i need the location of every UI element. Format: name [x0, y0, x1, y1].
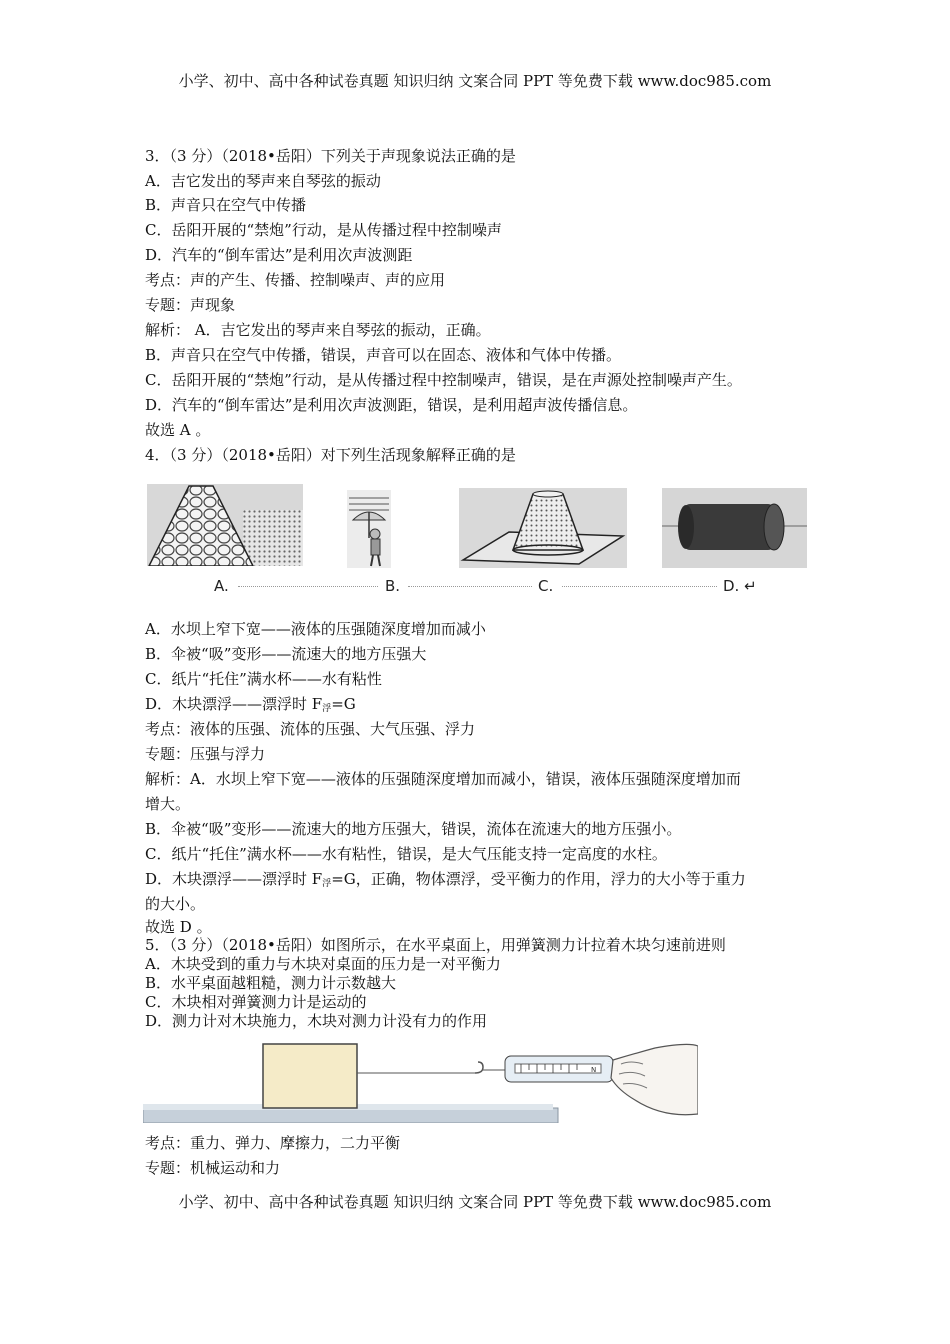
q3-option-a: A．吉它发出的琴声来自琴弦的振动 — [145, 172, 381, 190]
figure-label-a: A. — [214, 577, 229, 595]
dam-figure — [147, 484, 303, 566]
q4-zhuanti: 专题：压强与浮力 — [145, 745, 266, 763]
q5-option-c: C．木块相对弹簧测力计是运动的 — [145, 993, 367, 1011]
gauge-unit-label: N — [591, 1066, 597, 1074]
q4-analysis-d-line1 — [145, 869, 746, 894]
figure-label-c: C. — [538, 577, 554, 595]
q3-option-b: B．声音只在空气中传播 — [145, 196, 307, 214]
q5-option-b: B．水平桌面越粗糙，测力计示数越大 — [145, 974, 397, 992]
wood-block-figure — [662, 488, 807, 568]
figure-separator — [238, 586, 378, 587]
figure-separator — [408, 586, 532, 587]
q5-zhuanti: 专题：机械运动和力 — [145, 1159, 281, 1177]
q4-option-b: B．伞被“吸”变形——流速大的地方压强大 — [145, 645, 427, 663]
q4-analysis-d-line2: 的大小。 — [145, 895, 206, 913]
umbrella-figure — [347, 490, 391, 568]
q3-analysis-a: 解析： A．吉它发出的琴声来自琴弦的振动，正确。 — [145, 321, 491, 339]
q3-analysis-c: C．岳阳开展的“禁炮”行动，是从传播过程中控制噪声，错误，是在声源处控制噪声产生。 — [145, 371, 742, 389]
q4-option-d — [145, 694, 356, 719]
q4-analysis-d-rest: =G，正确，物体漂浮，受平衡力的作用，浮力的大小等于重力 — [331, 870, 746, 888]
q3-analysis-d: D．汽车的“倒车雷达”是利用次声波测距，错误，是利用超声波传播信息。 — [145, 396, 638, 414]
q3-answer: 故选 A 。 — [145, 421, 211, 439]
q3-zhuanti: 专题：声现象 — [145, 296, 236, 314]
subscript-fu: 浮 — [322, 704, 332, 714]
q3-stem: 3．（3 分）（2018•岳阳）下列关于声现象说法正确的是 — [145, 147, 516, 165]
q4-analysis-d-text: D．木块漂浮——漂浮时 F — [145, 870, 323, 888]
q4-option-a: A．水坝上窄下宽——液体的压强随深度增加而减小 — [145, 620, 486, 638]
q4-analysis-b: B．伞被“吸”变形——流速大的地方压强大，错误，流体在流速大的地方压强小。 — [145, 820, 682, 838]
spring-scale-figure — [143, 1040, 698, 1123]
q3-analysis-b: B．声音只在空气中传播，错误，声音可以在固态、液体和气体中传播。 — [145, 346, 622, 364]
cup-figure — [459, 488, 627, 568]
q5-option-d: D．测力计对木块施力，木块对测力计没有力的作用 — [145, 1012, 488, 1030]
q4-stem: 4．（3 分）（2018•岳阳）对下列生活现象解释正确的是 — [145, 446, 516, 464]
q4-option-d-text: D．木块漂浮——漂浮时 F — [145, 695, 323, 713]
figure-separator — [562, 586, 717, 587]
q4-option-d-eq: =G — [331, 695, 356, 713]
q4-kaodian: 考点：液体的压强、流体的压强、大气压强、浮力 — [145, 720, 476, 738]
subscript-fu: 浮 — [322, 879, 332, 889]
q5-kaodian: 考点：重力、弹力、摩擦力，二力平衡 — [145, 1134, 401, 1152]
q3-option-c: C．岳阳开展的“禁炮”行动，是从传播过程中控制噪声 — [145, 221, 502, 239]
page-header: 小学、初中、高中各种试卷真题 知识归纳 文案合同 PPT 等免费下载 www.doc985.com — [178, 72, 772, 90]
q5-stem: 5．（3 分）（2018•岳阳）如图所示，在水平桌面上，用弹簧测力计拉着木块匀速前进则 — [145, 936, 726, 954]
q4-analysis-a-line1: 解析：A．水坝上窄下宽——液体的压强随深度增加而减小，错误，液体压强随深度增加而 — [145, 770, 741, 788]
q5-option-a: A．木块受到的重力与木块对桌面的压力是一对平衡力 — [145, 955, 501, 973]
q4-option-c: C．纸片“托住”满水杯——水有粘性 — [145, 670, 382, 688]
q4-analysis-a-line2: 增大。 — [145, 795, 191, 813]
q4-answer: 故选 D 。 — [145, 918, 212, 936]
figure-label-b: B. — [385, 577, 401, 595]
q4-analysis-c: C．纸片“托住”满水杯——水有粘性，错误，是大气压能支持一定高度的水柱。 — [145, 845, 667, 863]
figure-label-d: D. ↵ — [723, 577, 757, 595]
page-footer: 小学、初中、高中各种试卷真题 知识归纳 文案合同 PPT 等免费下载 www.doc985.com — [178, 1193, 772, 1211]
q3-option-d: D．汽车的“倒车雷达”是利用次声波测距 — [145, 246, 413, 264]
q3-kaodian: 考点：声的产生、传播、控制噪声、声的应用 — [145, 271, 446, 289]
